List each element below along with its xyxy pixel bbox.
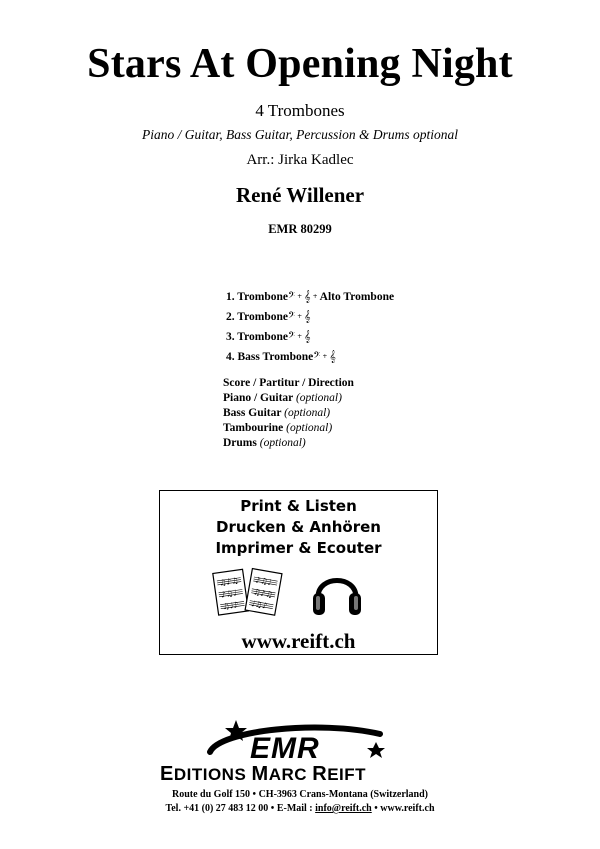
address-line: Route du Golf 150 • CH-3963 Crans-Montana (Switzerland) bbox=[172, 789, 428, 800]
part-label: 4. Bass Trombone bbox=[226, 351, 314, 363]
extra-name: Bass Guitar bbox=[223, 407, 282, 419]
extra-item bbox=[223, 406, 354, 421]
svg-text:♪♫♩: ♪♫♩ bbox=[254, 575, 273, 588]
bass-clef-icon: 𝄢 bbox=[287, 310, 296, 323]
svg-text:♫♪♫: ♫♪♫ bbox=[218, 575, 240, 588]
extra-item bbox=[223, 391, 354, 406]
headphones-icon bbox=[310, 563, 364, 623]
plus-icon: + bbox=[312, 293, 318, 300]
bass-clef-icon: 𝄢 bbox=[287, 330, 296, 343]
composer: René Willener bbox=[235, 183, 365, 207]
bass-clef-icon: 𝄢 bbox=[313, 350, 321, 363]
publisher-logo bbox=[150, 716, 450, 786]
svg-text:♪♫♩: ♪♫♩ bbox=[220, 588, 238, 600]
extra-name: Drums bbox=[223, 437, 257, 449]
print-listen-box bbox=[159, 490, 438, 655]
promo-line-french: Imprimer & Ecouter bbox=[215, 539, 382, 557]
logo-publisher-name: EDITIONS MARC REIFT bbox=[160, 763, 367, 785]
title: Stars At Opening Night bbox=[87, 41, 513, 87]
treble-clef-icon: 𝄞 bbox=[304, 330, 311, 343]
part-row bbox=[226, 287, 394, 307]
contact-phone: Tel. +41 (0) 27 483 12 00 • E-Mail : bbox=[165, 803, 316, 814]
extra-item bbox=[223, 436, 354, 451]
logo-emr-text: EMR bbox=[250, 732, 320, 765]
part-label: 2. Trombone bbox=[226, 311, 288, 323]
contact-website: • www.reift.ch bbox=[371, 803, 435, 814]
arranger: Arr.: Jirka Kadlec bbox=[246, 152, 354, 168]
plus-icon: + bbox=[297, 333, 303, 340]
svg-text:♩♫♪: ♩♫♪ bbox=[250, 598, 268, 611]
treble-clef-icon: 𝄞 bbox=[329, 350, 336, 363]
extra-item bbox=[223, 421, 354, 436]
svg-text:♫♩♪: ♫♩♪ bbox=[221, 600, 240, 612]
plus-icon: + bbox=[297, 313, 303, 320]
extra-note: (optional) bbox=[284, 407, 331, 419]
extra-name: Tambourine bbox=[223, 422, 284, 434]
part-suffix: Alto Trombone bbox=[319, 291, 395, 303]
bass-clef-icon: 𝄢 bbox=[287, 290, 296, 303]
parts-list bbox=[226, 287, 394, 367]
extra-name: Piano / Guitar bbox=[223, 392, 294, 404]
promo-line-german: Drucken & Anhören bbox=[216, 518, 381, 536]
plus-icon: + bbox=[297, 293, 303, 300]
plus-icon: + bbox=[322, 353, 328, 360]
treble-clef-icon: 𝄞 bbox=[304, 310, 311, 323]
extra-note: (optional) bbox=[286, 422, 333, 434]
optional-instruments: Piano / Guitar, Bass Guitar, Percussion & Drums optional bbox=[141, 127, 459, 142]
website-url[interactable]: www.reift.ch bbox=[241, 629, 356, 653]
extra-name: Score / Partitur / Direction bbox=[223, 377, 354, 389]
ensemble: 4 Trombones bbox=[255, 101, 345, 120]
part-row bbox=[226, 327, 394, 347]
extra-note: (optional) bbox=[295, 392, 342, 404]
treble-clef-icon: 𝄞 bbox=[304, 290, 311, 303]
part-row bbox=[226, 347, 394, 367]
svg-text:♫♪♫: ♫♪♫ bbox=[252, 587, 274, 600]
contact-line bbox=[0, 803, 600, 814]
part-row bbox=[226, 307, 394, 327]
sheet-music-icon bbox=[212, 565, 284, 623]
extra-note: (optional) bbox=[259, 437, 306, 449]
catalog-number: EMR 80299 bbox=[268, 222, 332, 236]
part-label: 3. Trombone bbox=[226, 331, 288, 343]
email-link[interactable]: info@reift.ch bbox=[315, 803, 372, 814]
promo-line-english: Print & Listen bbox=[240, 497, 357, 515]
part-label: 1. Trombone bbox=[226, 291, 288, 303]
extras-list bbox=[223, 376, 354, 451]
extra-item bbox=[223, 376, 354, 391]
